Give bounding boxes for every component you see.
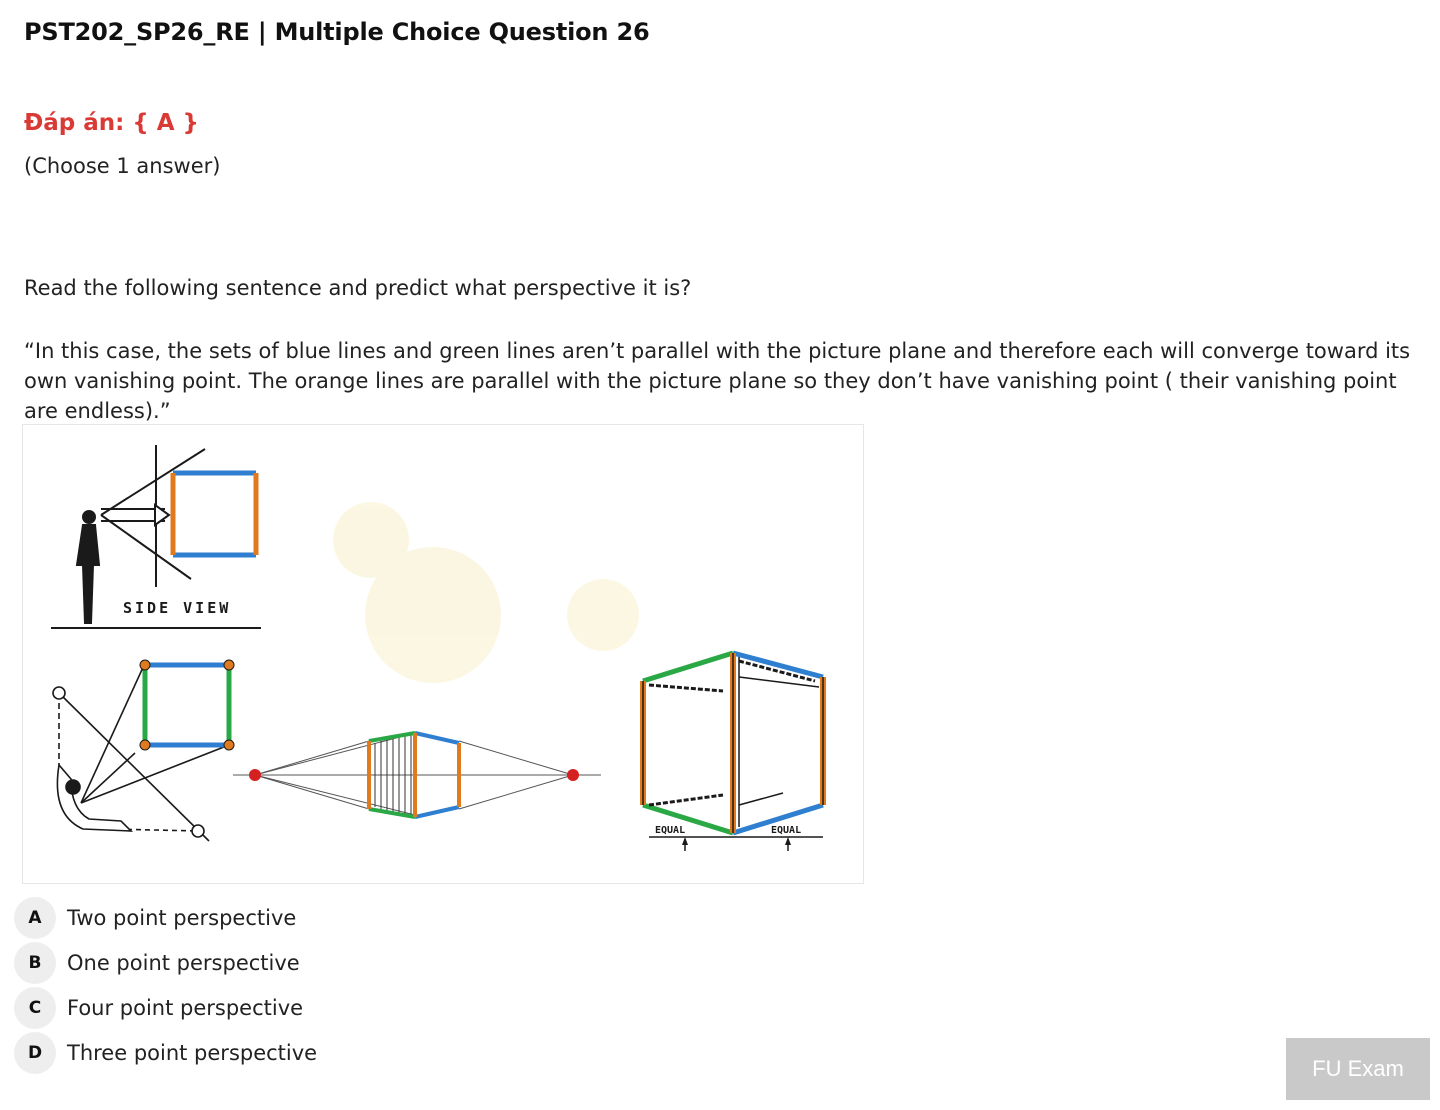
background-blobs xyxy=(333,502,639,683)
instruction-text: (Choose 1 answer) xyxy=(24,154,221,178)
answer-key: Đáp án: { A } xyxy=(24,110,199,136)
option-text-c: Four point perspective xyxy=(67,995,304,1020)
option-b[interactable] xyxy=(14,940,317,985)
option-a[interactable] xyxy=(14,895,317,940)
option-letter-d: D xyxy=(14,1032,56,1074)
option-d[interactable] xyxy=(14,1030,317,1075)
option-letter-c: C xyxy=(14,987,56,1029)
plan-view-diagram xyxy=(53,663,229,841)
plan-view-square xyxy=(145,665,229,745)
plan-view-corners xyxy=(140,660,234,750)
side-view-label: SIDE VIEW xyxy=(123,599,232,617)
option-c[interactable] xyxy=(14,985,317,1030)
answer-options xyxy=(14,895,317,1075)
option-text-a: Two point perspective xyxy=(67,905,297,930)
side-view-square xyxy=(173,473,256,555)
equal-label-right: EQUAL xyxy=(771,825,802,836)
option-letter-b: B xyxy=(14,942,56,984)
option-text-d: Three point perspective xyxy=(67,1040,318,1065)
watermark-text: FU Exam xyxy=(1312,1056,1404,1081)
question-quote: “In this case, the sets of blue lines and green lines aren’t parallel with the picture plane and therefore each will converge toward its own vanishing point. The orange lines are parallel with the picture plane so they don’t have vanishing point ( their vanishing point are endless).” xyxy=(24,339,1411,423)
watermark-logo xyxy=(1286,1038,1430,1100)
equal-label-left: EQUAL xyxy=(655,825,686,836)
right-box xyxy=(643,653,823,851)
question-prompt: Read the following sentence and predict what perspective it is? xyxy=(24,276,692,300)
question-figure xyxy=(22,424,864,884)
page-title: PST202_SP26_RE | Multiple Choice Question 26 xyxy=(24,18,650,46)
option-letter-a: A xyxy=(14,897,56,939)
option-text-b: One point perspective xyxy=(67,950,300,975)
